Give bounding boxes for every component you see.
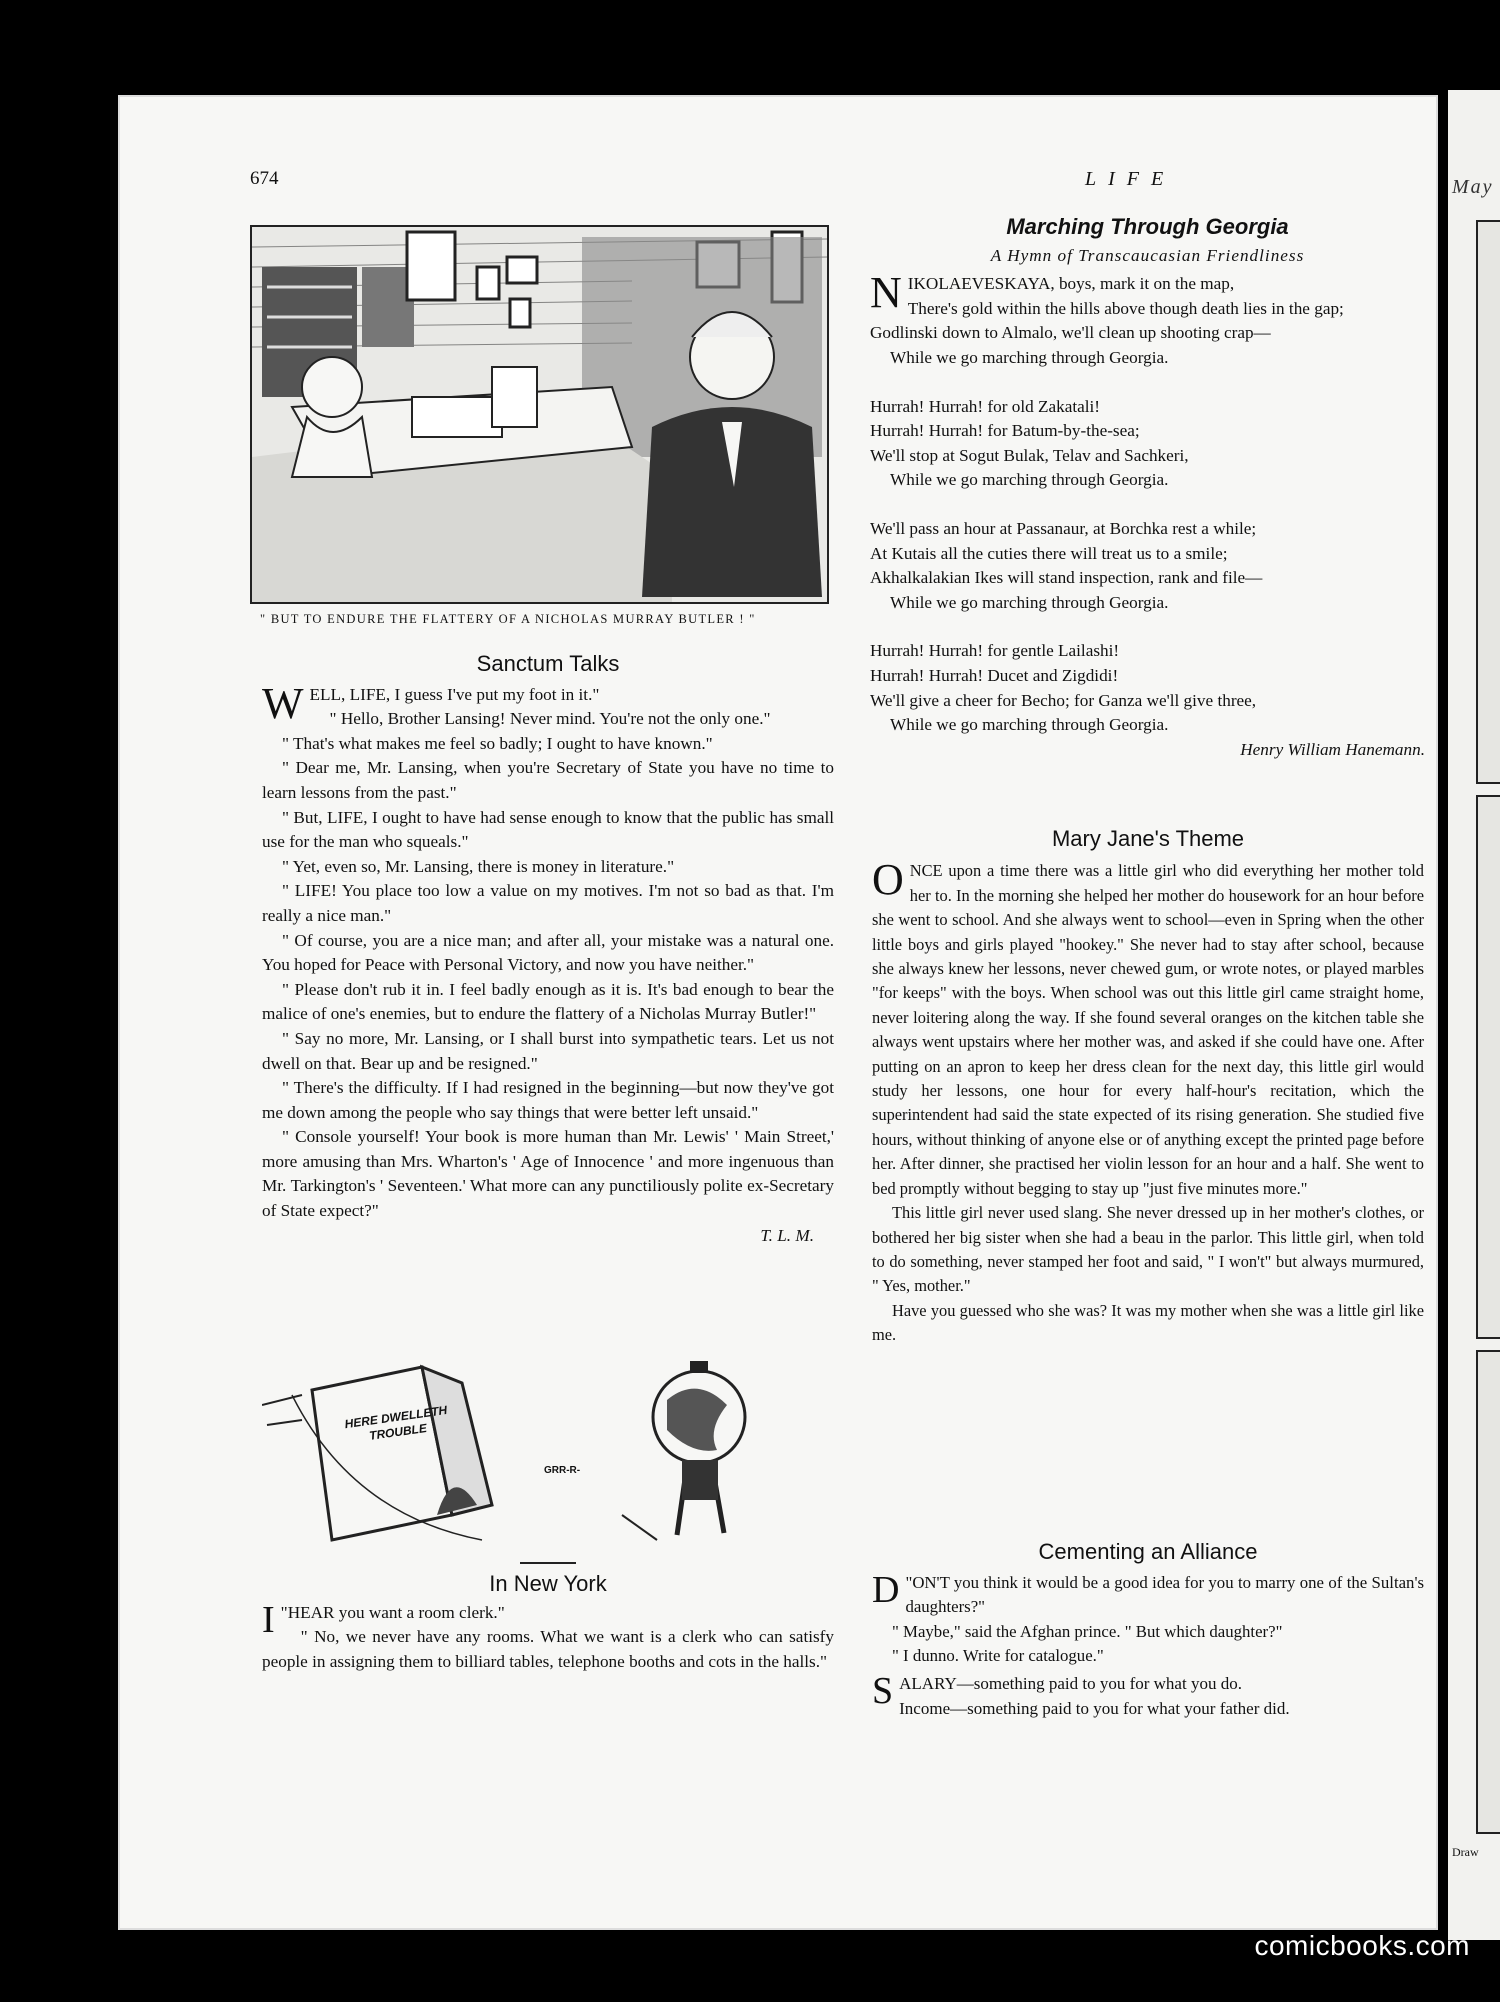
alliance-line: " Maybe," said the Afghan prince. " But which daughter?": [892, 1621, 1283, 1641]
sanctum-paragraph: " Say no more, Mr. Lansing, or I shall burst into sympathetic tears. Let us not dwell on that. Bear up and be resigned.": [262, 1028, 834, 1073]
mary-jane-paragraph: This little girl never used slang. She never dressed up in her mother's clothes, or bothered her big sister when she had a beau in the parlor. This little girl, when told to do something, never stamped her foot and said, " I won't" but always murmured, " Yes, mother.": [872, 1203, 1424, 1296]
drop-cap: S: [872, 1670, 894, 1712]
drop-cap: I: [262, 1598, 275, 1641]
poem-stanza: [870, 395, 1425, 493]
mary-janes-theme-article: [872, 827, 1424, 1348]
drop-cap: W: [262, 678, 304, 728]
drop-cap: O: [872, 855, 904, 905]
alliance-title: Cementing an Alliance: [1038, 1539, 1258, 1564]
poem-line: Hurrah! Hurrah! for gentle Lailashi!: [870, 641, 1120, 661]
mary-jane-paragraph: Have you guessed who she was? It was my mother when she was a little girl like me.: [872, 1300, 1424, 1345]
sanctum-paragraph: " Hello, Brother Lansing! Never mind. You're not the only one.": [329, 709, 771, 729]
in-new-york-article: In New York " I HEAR you want a room clerk." " No, we never have any rooms. What we want is a clerk who can satisfy people in assigning them to billiard tables, telephone booths and cots in the halls.": [262, 1562, 834, 1674]
new-york-line-1: HEAR you want a room clerk.": [287, 1602, 505, 1622]
poem-stanza: [870, 517, 1425, 615]
book-lettering: HERE DWELLETH TROUBLE: [343, 1402, 449, 1443]
new-york-line-2: " No, we never have any rooms. What we want is a clerk who can satisfy people in assigning them to billiard tables, telephone booths and cots in the halls.": [262, 1627, 834, 1671]
poem-subtitle: A Hymn of Transcaucasian Friendliness: [990, 245, 1305, 265]
sanctum-paragraph: " There's the difficulty. If I had resigned in the beginning—but now they've got me down among the people who say things that were better left unsaid.": [262, 1078, 834, 1122]
sanctum-paragraph: " Please don't rub it in. I feel badly enough as it is. It's bad enough to bear the malice of one's enemies, but to endure the flattery of a Nicholas Murray Butler!": [262, 979, 834, 1024]
next-page-edge: [1448, 90, 1500, 1940]
sanctum-paragraph: " Dear me, Mr. Lansing, when you're Secretary of State you have no time to learn lessons from the past.": [262, 758, 834, 802]
poem-line: At Kutais all the cuties there will treat us to a smile;: [870, 543, 1228, 563]
poem-line: We'll give a cheer for Becho; for Ganza we'll give three,: [870, 690, 1257, 710]
trouble-cartoon-drawing: [262, 1355, 834, 1550]
sanctum-first-line: ELL, LIFE, I guess I've put my foot in it.": [309, 684, 600, 704]
poem-line: Hurrah! Hurrah! for old Zakatali!: [870, 396, 1101, 416]
poem-stanza: [870, 268, 1425, 370]
mary-jane-paragraph: NCE upon a time there was a little girl who did everything her mother told her to. In the morning she helped her mother do housework for an hour before she went to school. And she always went to school—even in Spring when the other little boys and girls played "hookey." She never had to stay after school, because she always knew her lessons, never chewed gum, or wrote notes, or played marbles "for keeps" with the boys. When school was out this little girl came straight home, never loitering along the way. If she found several oranges on the kitchen table she always went upstairs where her mother was, and asked if she could have one. After putting on an apron to keep her dress clean for the next day, this little girl would study her lessons, one hour for every half-hour's recitation, which the superintendent had said the state expected of its rising generation. She studied five hours, without thinking of anyone else or of anything except the printed page before her. After dinner, she practised her violin lesson for an hour and a half. She went to bed promptly without begging to stay up "just five minutes more.": [872, 861, 1424, 1198]
salary-line: Income—something paid to you for what your father did.: [899, 1698, 1290, 1718]
next-page-cartoon-strip: [1476, 220, 1500, 784]
drop-cap: N: [870, 268, 902, 318]
alliance-line: ON'T you think it would be a good idea for you to marry one of the Sultan's daughters?": [905, 1572, 1424, 1617]
poem-line: Godlinski down to Almalo, we'll clean up shooting crap—: [870, 323, 1271, 343]
poem-line: We'll stop at Sogut Bulak, Telav and Sachkeri,: [870, 445, 1189, 465]
poem-author: Henry William Hanemann.: [1240, 739, 1425, 759]
next-page-credit: Draw: [1452, 1845, 1479, 1859]
trouble-cartoon: [262, 1355, 834, 1550]
poem-line: We'll pass an hour at Passanaur, at Borchka rest a while;: [870, 518, 1257, 538]
poem-line: While we go marching through Georgia.: [890, 592, 1169, 612]
poem-stanza: [870, 639, 1425, 737]
butler-cartoon-drawing: [252, 227, 827, 602]
drop-cap: D: [872, 1568, 900, 1611]
cementing-an-alliance-article: Cementing an Alliance " D ON'T you think it would be a good idea for you to marry one of the Sultan's daughters?" " Maybe," said the Afghan prince. " But which daughter?" " I dunno. Write for catalogue.": [872, 1540, 1424, 1669]
sanctum-paragraph: " But, LIFE, I ought to have had sense enough to know that the public has small use for the man who squeals.": [262, 807, 834, 852]
poem-line: Hurrah! Hurrah! for Batum-by-the-sea;: [870, 421, 1140, 441]
page-number: 674: [250, 168, 279, 189]
mary-jane-title: Mary Jane's Theme: [1051, 826, 1245, 851]
sanctum-paragraph: " Yet, even so, Mr. Lansing, there is money in literature.": [282, 856, 675, 876]
sanctum-talks-title: Sanctum Talks: [476, 651, 620, 676]
sanctum-paragraph: " Console yourself! Your book is more human than Mr. Lewis' ' Main Street,' more amusing than Mrs. Wharton's ' Age of Innocence ' and more ingenuous than Mr. Tarkington's ' Seventeen.' What more can any punctiliously polite ex-Secretary of State expect?": [262, 1127, 834, 1221]
next-page-running-head: May: [1452, 176, 1494, 198]
section-rule: [520, 1562, 576, 1564]
next-page-cartoon-strip: [1476, 1350, 1500, 1834]
poem-line: Hurrah! Hurrah! Ducet and Zigdidi!: [870, 665, 1119, 685]
salary-item: [872, 1672, 1424, 1721]
sanctum-talks-article: [262, 652, 834, 1248]
sanctum-paragraph: " Of course, you are a nice man; and after all, your mistake was a natural one. You hoped for Peace with Personal Victory, and now you have neither.": [262, 930, 834, 975]
scan-border: [0, 0, 40, 2002]
growl-lettering: GRR-R-: [544, 1465, 581, 1476]
poem-line: IKOLAEVESKAYA, boys, mark it on the map,: [907, 274, 1235, 294]
alliance-line: " I dunno. Write for catalogue.": [892, 1646, 1104, 1666]
next-page-cartoon-strip: [1476, 795, 1500, 1339]
poem-line: While we go marching through Georgia.: [890, 470, 1169, 490]
cartoon-caption: " BUT TO ENDURE THE FLATTERY OF A NICHOLAS MURRAY BUTLER ! ": [260, 612, 756, 626]
poem-line: While we go marching through Georgia.: [890, 715, 1169, 735]
sanctum-paragraph: " That's what makes me feel so badly; I ought to have known.": [282, 733, 713, 753]
poem-line: There's gold within the hills above though death lies in the gap;: [907, 298, 1344, 318]
butler-cartoon: [250, 225, 829, 604]
poem-line: While we go marching through Georgia.: [890, 347, 1169, 367]
poem-title: Marching Through Georgia: [1006, 214, 1289, 239]
marching-through-georgia-poem: [870, 215, 1425, 762]
sanctum-paragraph: " LIFE! You place too low a value on my motives. I'm not so bad as that. I'm really a nice man.": [262, 881, 834, 925]
sanctum-signature: T. L. M.: [760, 1225, 814, 1245]
in-new-york-title: In New York: [489, 1571, 607, 1596]
poem-line: Akhalkalakian Ikes will stand inspection, rank and file—: [870, 568, 1263, 588]
salary-line: ALARY—something paid to you for what you do.: [899, 1674, 1242, 1693]
watermark: comicbooks.com: [1254, 1930, 1470, 1961]
running-head: LIFE: [1085, 168, 1176, 190]
